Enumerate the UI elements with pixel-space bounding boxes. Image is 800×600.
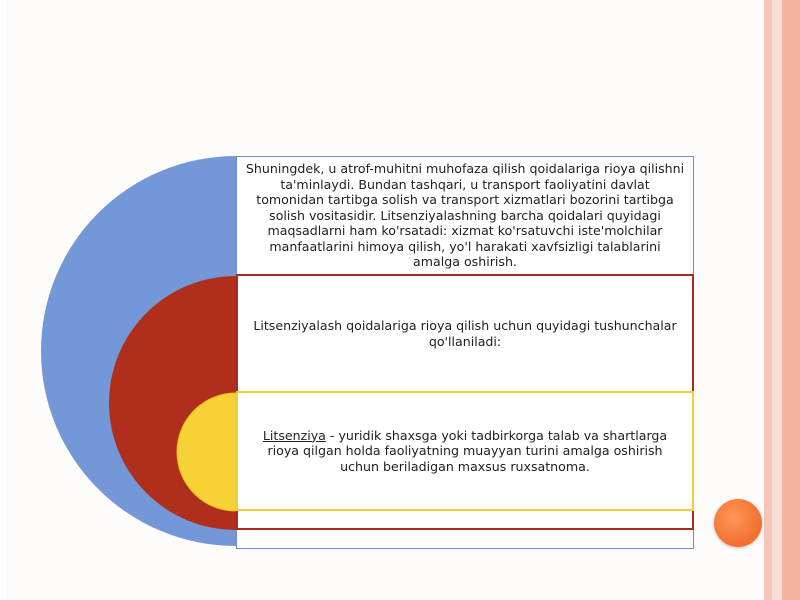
inner-text-box xyxy=(236,391,694,511)
inner-text-wrapper xyxy=(250,428,680,475)
outer-text: Shuningdek, u atrof-muhitni muhofaza qilish qoidalariga rioya qilishni ta'minlaydi. Bundan tashqari, u transport faoliyatini davlat tomonidan tartibga solish va transport xizmatlari bozorini tartibga solish vositasidir. Litsenziyalashning barcha qoidalari quyidagi maqsadlarni ham ko'rsatadi: xizmat ko'rsatuvchi iste'molchilar manfaatlarini himoya qilish, yo'l harakati xavfsizligi talablarini amalga oshirish. xyxy=(245,161,685,269)
middle-text: Litsenziyalash qoidalariga rioya qilish uchun quyidagi tushunchalar qo'llaniladi: xyxy=(253,318,677,349)
inner-definition: - yuridik shaxsga yoki tadbirkorga talab va shartlarga rioya qilgan holda faoliyatning muayyan turini amalga oshirish uchun beriladigan maxsus ruxsatnoma. xyxy=(267,427,668,474)
orange-circle-decoration xyxy=(714,499,762,547)
inner-term: Litsenziya xyxy=(262,427,326,443)
